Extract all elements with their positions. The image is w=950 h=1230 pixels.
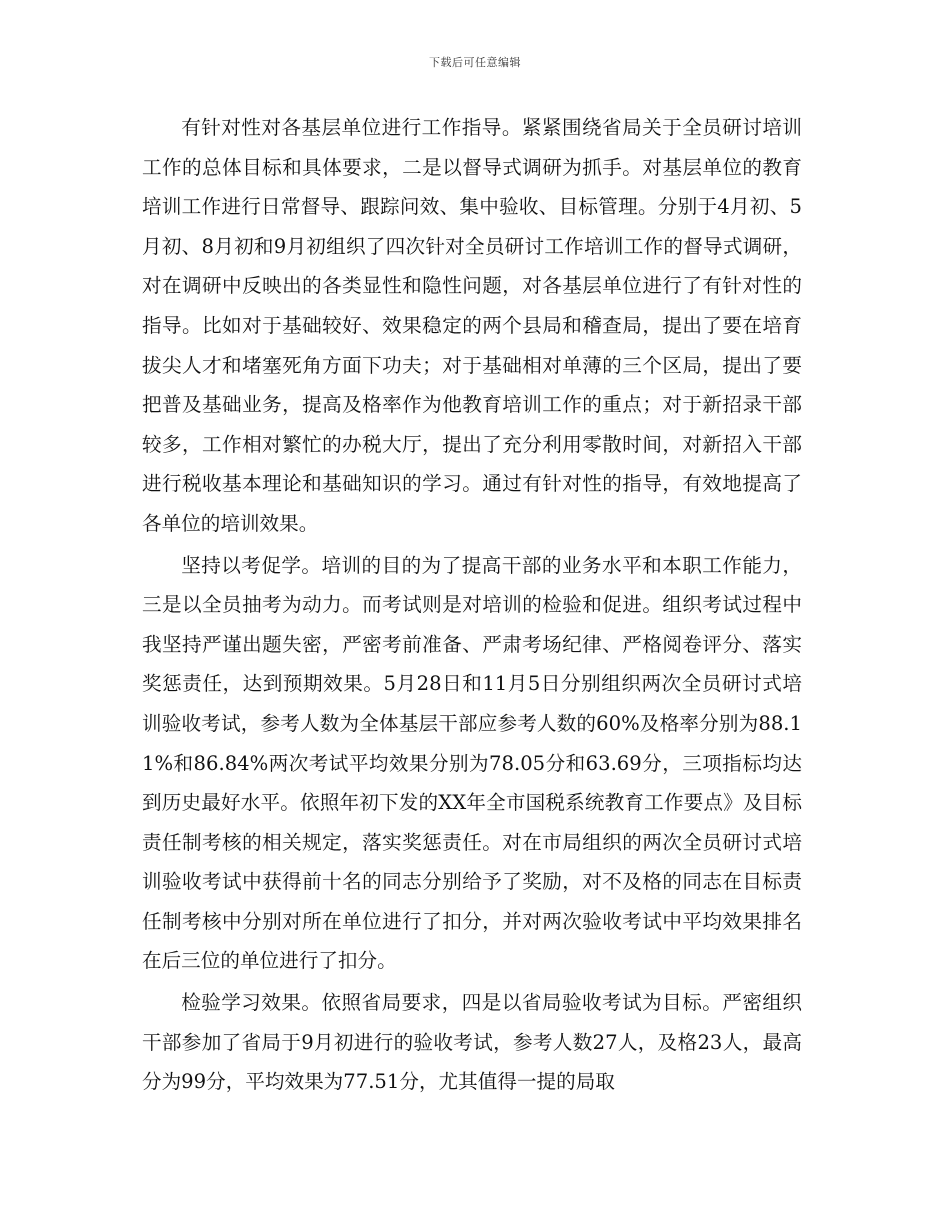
document-body <box>142 108 802 1104</box>
paragraph-evaluation: 检验学习效果。依照省局要求，四是以省局验收考试为目标。严密组织干部参加了省局于9月初进行的验收考试，参考人数27人，及格23人，最高分为99分，平均效果为77.51分，尤其值得一提的局取 <box>142 991 802 1094</box>
paragraph-guidance: 有针对性对各基层单位进行工作指导。紧紧围绕省局关于全员研讨培训工作的总体目标和具体要求，二是以督导式调研为抓手。对基层单位的教育培训工作进行日常督导、跟踪问效、集中验收、目标管理。分别于4月初、5月初、8月初和9月初组织了四次针对全员研讨工作培训工作的督导式调研，对在调研中反映出的各类显性和隐性问题，对各基层单位进行了有针对性的指导。比如对于基础较好、效果稳定的两个县局和稽查局，提出了要在培育拔尖人才和堵塞死角方面下功夫；对于基础相对单薄的三个区局，提出了要把普及基础业务，提高及格率作为他教育培训工作的重点；对于新招录干部较多，工作相对繁忙的办税大厅，提出了充分利用零散时间，对新招入干部进行税收基本理论和基础知识的学习。通过有针对性的指导，有效地提高了各单位的培训效果。 <box>142 116 802 535</box>
header-note: 下载后可任意编辑 <box>429 56 521 69</box>
paragraph-exam: 坚持以考促学。培训的目的为了提高干部的业务水平和本职工作能力，三是以全员抽考为动力。而考试则是对培训的检验和促进。组织考试过程中我坚持严谨出题失密，严密考前准备、严肃考场纪律、严格阅卷评分、落实奖惩责任，达到预期效果。5月28日和11月5日分别组织两次全员研讨式培训验收考试，参考人数为全体基层干部应参考人数的60%及格率分别为88.11%和86.84%两次考试平均效果分别为78.05分和63.69分，三项指标均达到历史最好水平。依照年初下发的XX年全市国税系统教育工作要点》及目标责任制考核的相关规定，落实奖惩责任。对在市局组织的两次全员研讨式培训验收考试中获得前十名的同志分别给予了奖励，对不及格的同志在目标责任制考核中分别对所在单位进行了扣分，并对两次验收考试中平均效果排名在后三位的单位进行了扣分。 <box>142 553 802 973</box>
